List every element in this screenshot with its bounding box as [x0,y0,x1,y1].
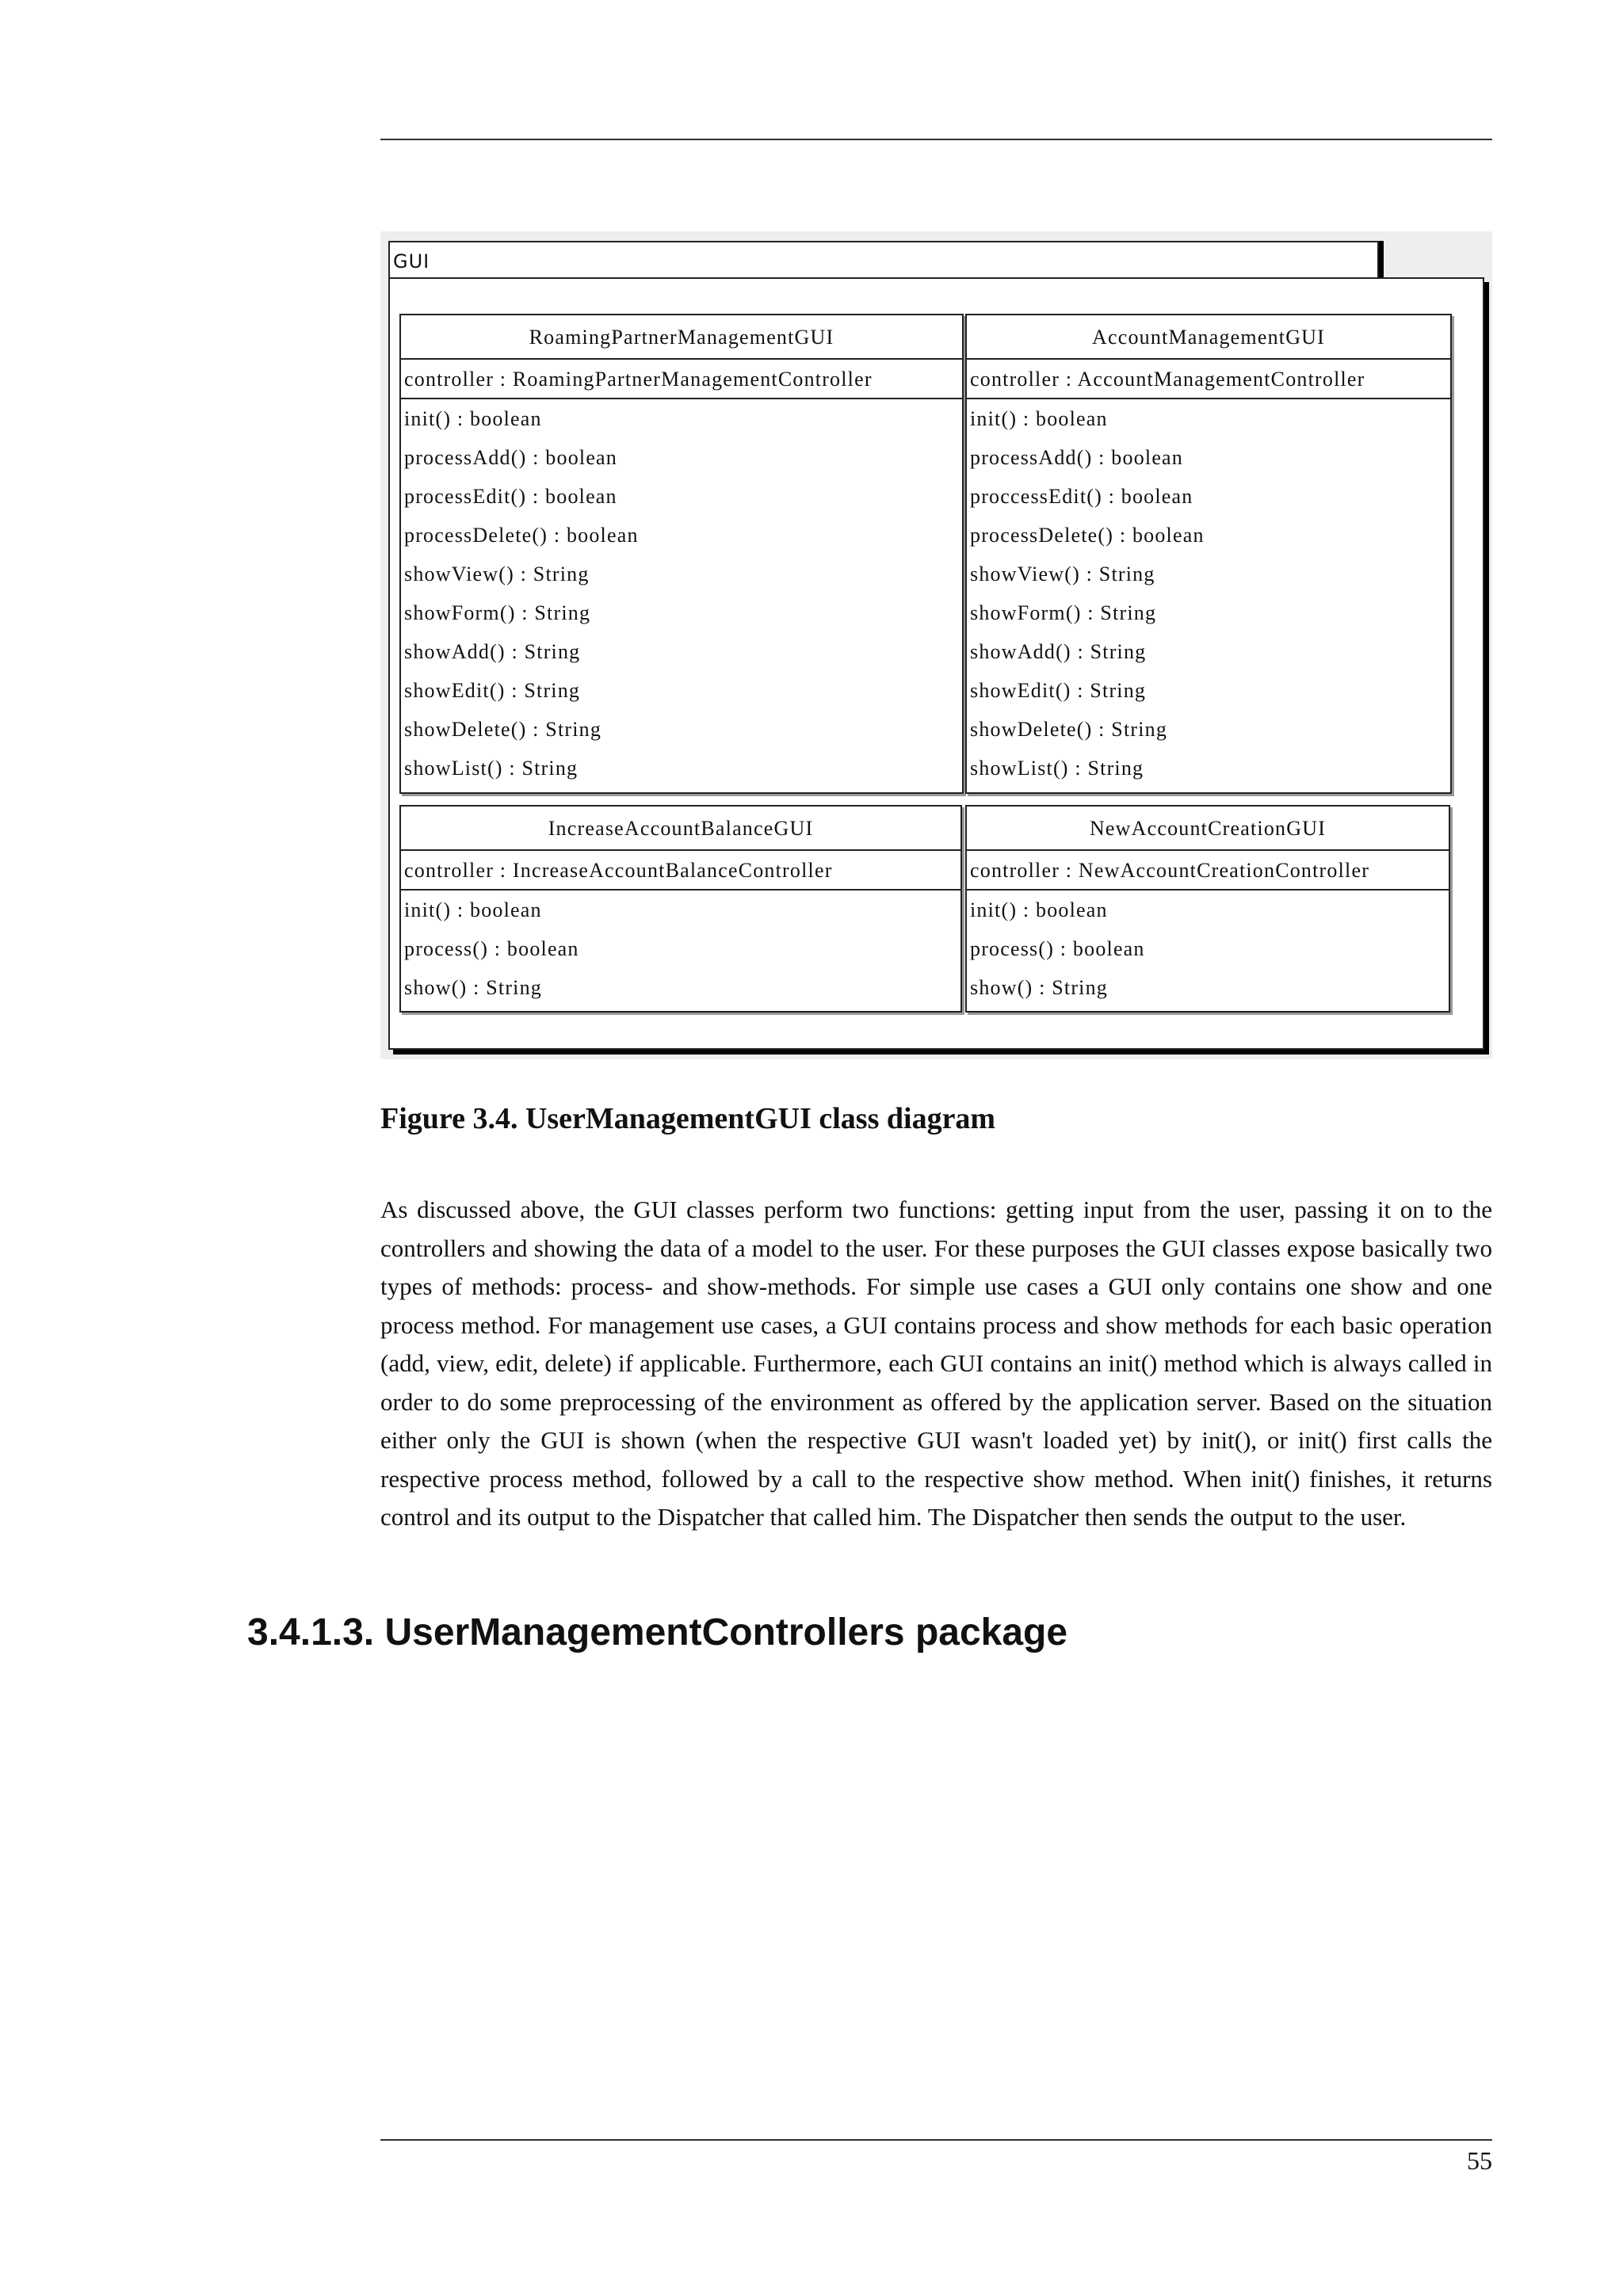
figure-caption: Figure 3.4. UserManagementGUI class diagram [380,1102,996,1135]
class-operation: show() : String [404,976,542,999]
class-operation: processDelete() : boolean [970,524,1205,547]
class-operation: showList() : String [404,757,579,780]
class-operation: init() : boolean [970,407,1108,430]
class-operation: showDelete() : String [970,718,1168,741]
class-operation: showList() : String [970,757,1144,780]
class-name: RoamingPartnerManagementGUI [401,315,962,360]
class-operation: process() : boolean [404,937,579,960]
class-operation: process() : boolean [970,937,1145,960]
class-operation: processAdd() : boolean [970,446,1183,469]
package-tab [388,241,1379,279]
class-operation: showEdit() : String [970,679,1147,702]
class-name: NewAccountCreationGUI [967,807,1449,851]
footer-rule [380,2139,1492,2141]
class-operation: init() : boolean [970,898,1108,921]
class-operation: showDelete() : String [404,718,602,741]
class-operation: showForm() : String [970,601,1157,624]
class-operation: showView() : String [970,563,1155,585]
page-number: 55 [1467,2146,1492,2175]
class-account-management-gui [965,314,1452,794]
class-attribute: controller : RoamingPartnerManagementController [401,360,962,399]
class-operation: showAdd() : String [970,640,1147,663]
class-operation: init() : boolean [404,407,542,430]
class-operation: show() : String [970,976,1108,999]
class-new-account-creation-gui [965,805,1450,1013]
class-attribute: controller : AccountManagementController [967,360,1450,399]
class-operation: showForm() : String [404,601,591,624]
class-operation: processDelete() : boolean [404,524,639,547]
class-increase-account-balance-gui [399,805,962,1013]
class-name: AccountManagementGUI [967,315,1450,360]
class-operation: showEdit() : String [404,679,581,702]
body-paragraph: As discussed above, the GUI classes perform two functions: getting input from the user, passing it on to the controllers and showing the data of a model to the user. For these purposes the GUI classes expose basically two types of methods: process- and show-methods. For simple use cases a GUI only contains one show and one process method. For management use cases, a GUI contains process and show methods for each basic operation (add, view, edit, delete) if applicable. Furthermore, each GUI contains an init() method which is always called in order to do some preprocessing of the environment as offered by the application server. Based on the situation either only the GUI is shown (when the respective GUI wasn't loaded yet) by init(), or init() first calls the respective process method, followed by a call to the respective show method. When init() finishes, it returns control and its output to the Dispatcher that called him. The Dispatcher then sends the output to the user. [380,1196,1492,1531]
class-roaming-partner-management-gui [399,314,964,794]
class-attribute: controller : IncreaseAccountBalanceController [401,851,960,891]
section-heading: 3.4.1.3. UserManagementControllers package [247,1611,1068,1653]
class-name: IncreaseAccountBalanceGUI [401,807,960,851]
class-operation: processAdd() : boolean [404,446,617,469]
class-operation: processEdit() : boolean [404,485,617,508]
class-operation: showAdd() : String [404,640,581,663]
class-operation: proccessEdit() : boolean [970,485,1193,508]
class-operation: init() : boolean [404,898,542,921]
class-attribute: controller : NewAccountCreationController [967,851,1449,891]
header-rule [380,139,1492,140]
class-operation: showView() : String [404,563,590,585]
package-name: GUI [393,250,430,273]
